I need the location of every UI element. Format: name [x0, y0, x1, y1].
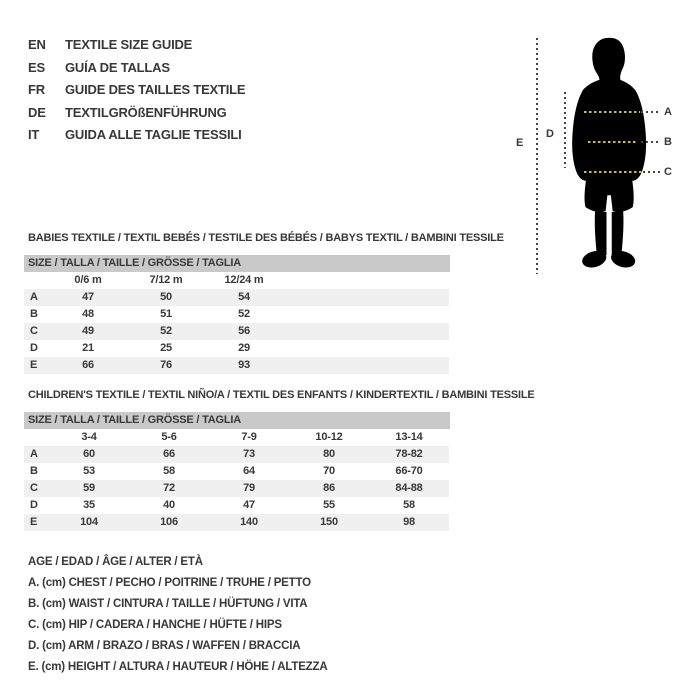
language-code: FR — [28, 82, 45, 97]
height-measure-line — [536, 38, 538, 274]
language-code: EN — [28, 37, 46, 52]
table-cell: 52 — [160, 325, 172, 337]
table-cell: 58 — [403, 499, 415, 511]
children-size-table — [24, 429, 449, 531]
table-row — [24, 289, 449, 306]
table-cell: 54 — [238, 291, 250, 303]
row-label: D — [30, 499, 38, 511]
chest-leader-dots — [641, 111, 660, 113]
hip-label: C — [664, 166, 672, 178]
table-cell: 40 — [163, 499, 175, 511]
babies-size-table — [24, 272, 449, 374]
row-label: D — [30, 342, 38, 354]
babies-section-heading: BABIES TEXTILE / TEXTIL BEBÉS / TESTILE DES BÉBÉS / BABYS TEXTIL / BAMBINI TESSILE — [28, 232, 504, 244]
table-row — [24, 497, 449, 514]
language-row — [28, 102, 245, 125]
chest-label: A — [664, 106, 672, 118]
child-silhouette-icon — [568, 34, 652, 274]
table-cell: 60 — [83, 448, 95, 460]
table-cell: 104 — [80, 516, 98, 528]
table-cell: 49 — [82, 325, 94, 337]
silhouette-left-leg — [595, 210, 607, 255]
silhouette-torso — [572, 78, 646, 185]
table-cell: 35 — [83, 499, 95, 511]
babies-column-header: 7/12 m — [149, 274, 183, 286]
silhouette-head — [592, 38, 625, 80]
babies-column-header: 0/6 m — [74, 274, 102, 286]
hip-leader-dots — [643, 171, 660, 173]
table-cell: 58 — [163, 465, 175, 477]
table-row — [24, 514, 449, 531]
table-cell: 70 — [323, 465, 335, 477]
table-row — [24, 480, 449, 497]
table-row — [24, 463, 449, 480]
table-cell: 93 — [238, 359, 250, 371]
table-cell: 56 — [238, 325, 250, 337]
table-row — [24, 323, 449, 340]
children-column-header: 10-12 — [315, 431, 343, 443]
table-row — [24, 306, 449, 323]
empty-cell — [283, 272, 449, 289]
table-cell: 80 — [323, 448, 335, 460]
language-row — [28, 34, 245, 57]
table-cell: 47 — [243, 499, 255, 511]
language-title: GUIDE DES TAILLES TEXTILE — [65, 82, 246, 97]
language-code: IT — [28, 127, 40, 142]
legend-waist-line: B. (cm) WAIST / CINTURA / TAILLE / HÜFTUNG / VITA — [28, 598, 308, 610]
row-label: E — [30, 359, 38, 371]
table-cell: 76 — [160, 359, 172, 371]
row-label: A — [30, 448, 38, 460]
silhouette-right-leg — [612, 210, 624, 255]
children-column-header: 13-14 — [395, 431, 423, 443]
empty-cell — [24, 272, 49, 289]
children-section-heading: CHILDREN'S TEXTILE / TEXTIL NIÑO/A / TEXTIL DES ENFANTS / KINDERTEXTIL / BAMBINI TESSILE — [28, 389, 535, 401]
table-cell: 72 — [163, 482, 175, 494]
empty-cell — [283, 357, 449, 374]
children-column-header: 5-6 — [161, 431, 177, 443]
table-cell: 73 — [243, 448, 255, 460]
language-row — [28, 79, 245, 102]
babies-column-header: 12/24 m — [224, 274, 264, 286]
language-title: GUIDA ALLE TAGLIE TESSILI — [65, 127, 242, 142]
table-cell: 140 — [240, 516, 258, 528]
table-row — [24, 446, 449, 463]
table-cell: 64 — [243, 465, 255, 477]
table-cell: 48 — [82, 308, 94, 320]
legend-age-line: AGE / EDAD / ÂGE / ALTER / ETÀ — [28, 556, 203, 568]
language-code: ES — [28, 59, 45, 75]
table-cell: 59 — [83, 482, 95, 494]
legend-chest-line: A. (cm) CHEST / PECHO / POITRINE / TRUHE / PETTO — [28, 577, 311, 589]
language-title-list — [28, 34, 245, 147]
babies-size-header-bar: SIZE / TALLA / TAILLE / GRÖSSE / TAGLIA — [24, 255, 450, 272]
table-cell: 106 — [160, 516, 178, 528]
table-cell: 79 — [243, 482, 255, 494]
table-cell: 66 — [82, 359, 94, 371]
children-column-header: 3-4 — [81, 431, 97, 443]
legend-height-line: E. (cm) HEIGHT / ALTURA / HAUTEUR / HÖHE / ALTEZZA — [28, 661, 328, 673]
table-cell: 66 — [163, 448, 175, 460]
legend-hip-line: C. (cm) HIP / CADERA / HANCHE / HÜFTE / HIPS — [28, 619, 282, 631]
table-cell: 51 — [160, 308, 172, 320]
language-title: GUÍA DE TALLAS — [65, 59, 170, 75]
waist-leader-dots — [641, 141, 660, 143]
language-row — [28, 124, 245, 147]
table-cell: 98 — [403, 516, 415, 528]
row-label: C — [30, 482, 38, 494]
row-label: B — [30, 308, 38, 320]
table-cell: 66-70 — [395, 465, 423, 477]
children-size-header-bar: SIZE / TALLA / TAILLE / GRÖSSE / TAGLIA — [24, 412, 450, 429]
arm-measure-line — [564, 92, 566, 168]
table-row — [24, 357, 449, 374]
table-cell: 47 — [82, 291, 94, 303]
waist-measure-dash — [588, 141, 638, 143]
language-title: TEXTILGRÖßENFÜHRUNG — [65, 104, 227, 120]
legend-arm-line: D. (cm) ARM / BRAZO / BRAS / WAFFEN / BRACCIA — [28, 640, 301, 652]
table-cell: 52 — [238, 308, 250, 320]
empty-cell — [283, 323, 449, 340]
table-cell: 84-88 — [395, 482, 423, 494]
row-label: B — [30, 465, 38, 477]
chest-measure-dash — [584, 111, 640, 113]
table-cell: 150 — [320, 516, 338, 528]
row-label: E — [30, 516, 38, 528]
row-label: C — [30, 325, 38, 337]
children-column-header: 7-9 — [241, 431, 257, 443]
table-cell: 29 — [238, 342, 250, 354]
children-column-header-row — [24, 429, 449, 446]
table-cell: 25 — [160, 342, 172, 354]
table-cell: 50 — [160, 291, 172, 303]
waist-label: B — [664, 136, 672, 148]
empty-cell — [24, 429, 49, 446]
empty-cell — [283, 340, 449, 357]
table-cell: 53 — [83, 465, 95, 477]
height-label: E — [516, 137, 524, 149]
table-cell: 55 — [323, 499, 335, 511]
row-label: A — [30, 291, 38, 303]
empty-cell — [283, 306, 449, 323]
hip-measure-dash — [584, 171, 642, 173]
table-cell: 78-82 — [395, 448, 423, 460]
measurement-legend — [28, 552, 327, 678]
language-row — [28, 57, 245, 80]
table-cell: 21 — [82, 342, 94, 354]
table-row — [24, 340, 449, 357]
language-code: DE — [28, 104, 46, 120]
babies-column-header-row — [24, 272, 449, 289]
language-title: TEXTILE SIZE GUIDE — [65, 37, 193, 52]
arm-label: D — [546, 128, 554, 140]
empty-cell — [283, 289, 449, 306]
table-cell: 86 — [323, 482, 335, 494]
